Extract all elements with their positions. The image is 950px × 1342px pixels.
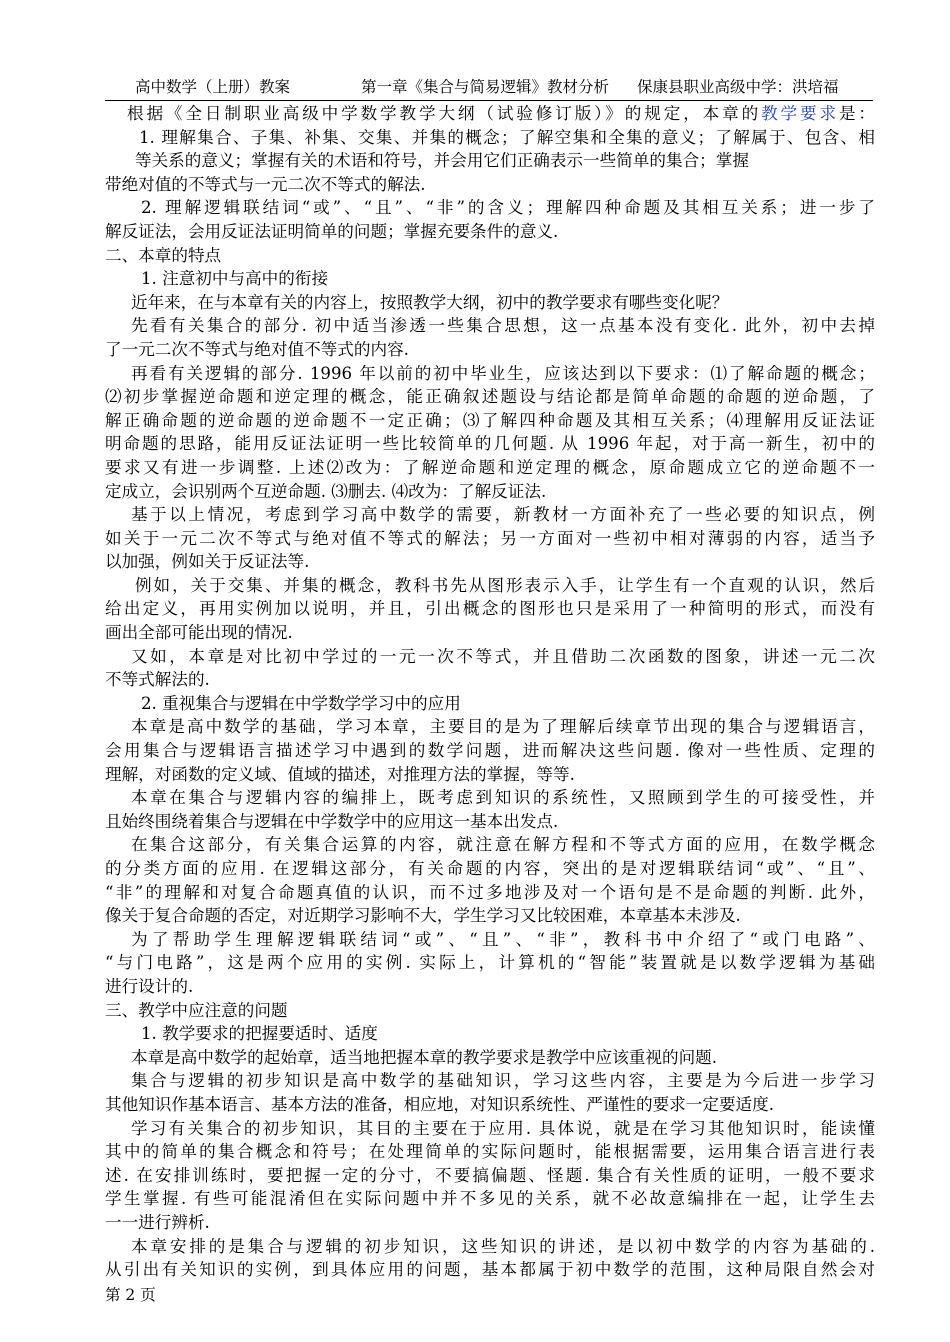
text-line — [105, 338, 875, 362]
line-text: 进行设计的. — [105, 976, 194, 996]
header-chapter: 第一章《集合与简易逻辑》教材分析 — [361, 78, 610, 96]
page-number: 第 2 页 — [105, 1286, 156, 1304]
line-text: 画出全部可能出现的情况. — [105, 623, 293, 643]
text-line — [105, 715, 875, 739]
text-line — [105, 1211, 875, 1235]
text-line — [105, 432, 875, 456]
line-text: 给出定义，再用实例加以说明，并且，引出概念的图形也只是采用了一种简明的形式，而没有 — [105, 599, 875, 619]
line-text: 二、本章的特点 — [105, 245, 222, 265]
highlight-term: 教学要求 — [761, 104, 839, 123]
text-line — [105, 928, 875, 952]
text-line — [105, 550, 875, 574]
text-line — [105, 385, 875, 409]
text-line — [105, 574, 875, 598]
line-text: 像关于复合命题的否定，对近期学习影响不大，学生学习又比较困难，本章基本未涉及. — [105, 906, 741, 926]
line-text: 其中的简单的集合概念和符号；在处理简单的实际问题时，能根据需要，运用集合语言进行表 — [105, 1142, 875, 1162]
line-text: 2. 重视集合与逻辑在中学数学学习中的应用 — [141, 693, 461, 713]
line-text: 定成立，会识别两个互逆命题. ⑶删去. ⑷改为：了解反证法. — [105, 481, 547, 501]
text-line — [105, 668, 875, 692]
text-line — [105, 456, 875, 480]
text-line — [105, 149, 875, 173]
line-text: 从引出有关知识的实例，到具体应用的问题，基本都属于初中数学的范围，这种局限自然会对 — [105, 1260, 875, 1280]
document-body — [105, 102, 875, 1282]
line-text: 集合与逻辑的初步知识是高中数学的基础知识，学习这些内容，主要是为今后进一步学习 — [131, 1071, 875, 1091]
line-text: 本章是高中数学的基础，学习本章，主要目的是为了理解后续章节出现的集合与逻辑语言， — [131, 717, 875, 737]
line-text: 解反证法，会用反证法证明简单的问题；掌握充要条件的意义. — [105, 221, 559, 241]
line-text: 明命题的思路，能用反证法证明一些比较简单的几何题. 从 1996 年起，对于高一新生，初中的 — [105, 434, 875, 454]
text-line — [105, 621, 875, 645]
header-author: 保康县职业高级中学：洪培福 — [637, 78, 839, 96]
line-text: 如关于一元二次不等式与绝对值不等式的解法；另一方面对一些初中相对薄弱的内容，适当予 — [105, 528, 875, 548]
line-text: 的分类方面的应用. 在逻辑这部分，有关命题的内容，突出的是对逻辑联结词“或”、“且”、 — [105, 859, 875, 878]
text-line — [105, 999, 875, 1023]
line-text: 述. 在安排训练时，要把握一定的分寸，不要搞偏题、怪题. 集合有关性质的证明，一般不要求 — [105, 1165, 875, 1185]
line-text: 不等式解法的. — [105, 670, 210, 690]
text-line — [105, 1187, 875, 1211]
line-text-tail: 是： — [838, 104, 876, 123]
text-line — [105, 1164, 875, 1188]
text-line — [105, 126, 875, 150]
line-text: “非”的理解和对复合命题真值的认识，而不过多地涉及对一个语句是不是命题的判断. 此外， — [105, 882, 875, 902]
line-text: 等关系的意义；掌握有关的术语和符号，并会用它们正确表示一些简单的集合；掌握 — [135, 151, 749, 171]
line-text: 其他知识作基本语言、基本方法的准备，相应地，对知识系统性、严谨性的要求一定要适度. — [105, 1094, 775, 1114]
line-text: 本章是高中数学的起始章，适当地把握本章的教学要求是教学中应该重视的问题. — [131, 1047, 718, 1067]
text-line — [105, 1069, 875, 1093]
line-text: 三、教学中应注意的问题 — [105, 1000, 288, 1020]
text-line — [105, 1235, 875, 1259]
text-line — [105, 692, 875, 716]
header-course: 高中数学（上册）教案 — [135, 78, 291, 96]
text-line — [105, 220, 875, 244]
text-line — [105, 291, 875, 315]
text-line — [105, 857, 875, 881]
line-text: 本章安排的是集合与逻辑的初步知识，这些知识的讲述，是以初中数学的内容为基础的. — [131, 1236, 875, 1256]
text-line — [105, 786, 875, 810]
text-line — [105, 196, 875, 220]
text-line — [105, 904, 875, 928]
line-text: 1. 理解集合、子集、补集、交集、并集的概念；了解空集和全集的意义；了解属于、包含、相 — [139, 127, 875, 147]
text-line — [105, 1140, 875, 1164]
line-text: 又如，本章是对比初中学过的一元一次不等式，并且借助二次函数的图象，讲述一元二次 — [131, 646, 875, 666]
text-line — [105, 362, 875, 386]
text-line — [105, 267, 875, 291]
line-text: 本章在集合与逻辑内容的编排上，既考虑到知识的系统性，又照顾到学生的可接受性，并 — [131, 788, 875, 808]
text-line — [105, 102, 875, 126]
text-line — [105, 833, 875, 857]
text-line — [105, 951, 875, 975]
line-text: 了一元二次不等式与绝对值不等式的内容. — [105, 339, 409, 359]
line-text: 一一进行辨析. — [105, 1212, 210, 1232]
line-text: 基于以上情况，考虑到学习高中数学的需要，新教材一方面补充了一些必要的知识点，例 — [131, 505, 875, 525]
text-line — [105, 739, 875, 763]
line-text: 在集合这部分，有关集合运算的内容，就注意在解方程和不等式方面的应用，在数学概念 — [131, 835, 875, 855]
line-text: 要求又有进一步调整. 上述⑵改为：了解逆命题和逆定理的概念，原命题成立它的逆命题不一 — [105, 457, 875, 477]
line-text: 带绝对值的不等式与一元二次不等式的解法. — [105, 174, 426, 194]
text-line — [105, 314, 875, 338]
text-line — [105, 881, 875, 905]
text-line — [105, 1093, 875, 1117]
line-text: 且始终围绕着集合与逻辑在中学数学中的应用这一基本出发点. — [105, 811, 559, 831]
text-line — [105, 597, 875, 621]
page-header — [105, 74, 873, 101]
line-text: 例如，关于交集、并集的概念，教科书先从图形表示入手，让学生有一个直观的认识，然后 — [135, 575, 875, 595]
line-text: 1. 注意初中与高中的衔接 — [141, 269, 329, 289]
line-text: 先看有关集合的部分. 初中适当渗透一些集合思想，这一点基本没有变化. 此外，初中去掉 — [131, 316, 875, 336]
line-text: 再看有关逻辑的部分. 1996 年以前的初中毕业生，应该达到以下要求：⑴了解命题的概念； — [131, 363, 875, 383]
text-line — [105, 810, 875, 834]
text-line — [105, 173, 875, 197]
line-text: 1. 教学要求的把握要适时、适度 — [141, 1024, 378, 1044]
line-text: 根据《全日制职业高级中学数学教学大纲（试验修订版）》的规定，本章的 — [127, 104, 762, 123]
line-text: 2. 理解逻辑联结词“或”、“且”、“非”的含义；理解四种命题及其相互关系；进一步了 — [141, 198, 875, 218]
text-line — [105, 645, 875, 669]
line-text: “与门电路”，这是两个应用的实例. 实际上，计算机的“智能”装置就是以数学逻辑为基础 — [105, 953, 875, 973]
line-text: 解正确命题的逆命题的逆命题不一定正确；⑶了解四种命题及其相互关系；⑷理解用反证法证 — [105, 410, 875, 430]
text-line — [105, 480, 875, 504]
text-line — [105, 1258, 875, 1282]
line-text: 学生掌握. 有些可能混淆但在实际问题中并不多见的关系，就不必故意编排在一起，让学生去 — [105, 1189, 875, 1209]
text-line — [105, 527, 875, 551]
text-line — [105, 244, 875, 268]
line-text: 以加强，例如关于反证法等. — [105, 552, 310, 572]
text-line — [105, 1117, 875, 1141]
line-text: 学习有关集合的初步知识，其目的主要在于应用. 具体说，就是在学习其他知识时，能读懂 — [131, 1118, 875, 1138]
text-line — [105, 975, 875, 999]
line-text: 会用集合与逻辑语言描述学习中遇到的数学问题，进而解决这些问题. 像对一些性质、定理的 — [105, 741, 875, 761]
text-line — [105, 763, 875, 787]
line-text: ⑵初步掌握逆命题和逆定理的概念，能正确叙述题设与结论都是简单命题的命题的逆命题，了 — [105, 387, 875, 407]
text-line — [105, 1022, 875, 1046]
text-line — [105, 1046, 875, 1070]
line-text: 为了帮助学生理解逻辑联结词“或”、“且”、“非”，教科书中介绍了“或门电路”、 — [131, 929, 875, 949]
text-line — [105, 503, 875, 527]
line-text: 理解，对函数的定义域、值域的描述，对推理方法的掌握，等等. — [105, 764, 575, 784]
line-text: 近年来，在与本章有关的内容上，按照教学大纲，初中的教学要求有哪些变化呢？ — [131, 292, 729, 312]
text-line — [105, 409, 875, 433]
